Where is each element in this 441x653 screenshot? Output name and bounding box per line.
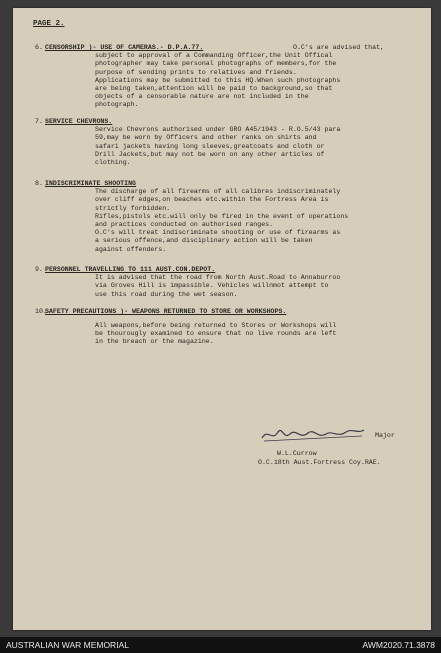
- page-label: PAGE 2.: [33, 20, 65, 28]
- item-heading: PERSONNEL TRAVELLING TO 111 AUST.CON.DEPOT.: [45, 266, 216, 273]
- item-number: 6.: [35, 44, 43, 51]
- item-line: 59,may be worn by Officers and other ranks on shirts and: [95, 134, 317, 142]
- item-heading: SERVICE CHEVRONS.: [45, 118, 113, 125]
- signatory-name: W.L.Currow: [277, 450, 317, 457]
- item-line: O.C's will treat indiscriminate shooting or use of firearms as: [95, 229, 341, 237]
- footer-accession-number: AWM2020.71.3878: [362, 640, 435, 650]
- item-number: 10.: [35, 308, 47, 315]
- item-line: photograph.: [95, 101, 139, 109]
- item-safety-precautions: [35, 308, 427, 347]
- item-number: 8.: [35, 180, 43, 187]
- signatory-rank: Major: [375, 432, 395, 439]
- item-line: in the breach or the magazine.: [95, 338, 214, 346]
- signatory-title: O.C.18th Aust.Fortress Coy.RAE.: [258, 459, 381, 466]
- item-line: safari jackets having long sleeves,greatcoats and cloth or: [95, 142, 325, 150]
- item-service-chevrons: [35, 118, 427, 167]
- item-line: Applications may be submitted to this HQ.When such photographs: [95, 76, 341, 84]
- item-line: Rifles,pistols etc.will only be fired in the event of operations: [95, 212, 349, 220]
- item-line: All weapons,before being returned to Stores or Workshops will: [95, 322, 337, 329]
- item-line: via Groves Hill is impassible. Vehicles willnmot attempt to: [95, 282, 329, 290]
- item-line: O.C's are advised that,: [293, 44, 385, 51]
- item-line: Drill Jackets,but may not be worn on any other articles of: [95, 150, 325, 158]
- item-indiscriminate-shooting: [35, 180, 427, 254]
- item-line: The discharge of all firearms of all calibres indiscriminately: [95, 188, 341, 196]
- item-heading: CENSORSHIP )- USE OF CAMERAS.- D.P.A.77.: [45, 44, 204, 51]
- item-personnel-travelling: [35, 266, 427, 299]
- item-line: Service Chevrons authorised under GRO A45/1943 - R.O.5/43 para: [95, 126, 341, 134]
- item-heading: SAFETY PRECAUTIONS )- WEAPONS RETURNED TO STORE OR WORKSHOPS.: [45, 308, 287, 315]
- item-line: It is advised that the road from North Aust.Road to Annaburroo: [95, 274, 341, 282]
- item-line: a serious offence,and disciplinary action will be taken: [95, 237, 313, 245]
- item-line: objects of a censorable nature are not included in the: [95, 93, 309, 101]
- item-line: purpose of sending prints to relatives and friends.: [95, 68, 297, 76]
- document-page: [13, 8, 431, 630]
- item-censorship: [35, 44, 427, 110]
- item-line: against offenders.: [95, 245, 167, 253]
- item-line: and practices conducted on authorised ranges.: [95, 221, 274, 228]
- item-line: over cliff edges,on beaches etc.within the Fortress Area is: [95, 196, 329, 204]
- item-line: use this road during the wet season.: [95, 290, 238, 298]
- item-line: subject to approval of a Commanding Officer,the Unit Offical: [95, 52, 333, 60]
- item-heading: INDISCRIMINATE SHOOTING: [45, 180, 137, 187]
- item-number: 7.: [35, 118, 43, 125]
- item-line: are being taken,attention will be paid to background,so that: [95, 85, 333, 93]
- item-line: clothing.: [95, 159, 131, 166]
- item-line: be thourougly examined to ensure that no live rounds are left: [95, 330, 337, 338]
- item-number: 9.: [35, 266, 43, 273]
- footer-institution: AUSTRALIAN WAR MEMORIAL: [6, 640, 129, 650]
- item-line: strictly forbidden.: [95, 204, 171, 212]
- archive-footer: [0, 637, 441, 653]
- item-line: photographer may take personal photographs of members,for the: [95, 60, 337, 68]
- handwritten-signature: [258, 422, 368, 446]
